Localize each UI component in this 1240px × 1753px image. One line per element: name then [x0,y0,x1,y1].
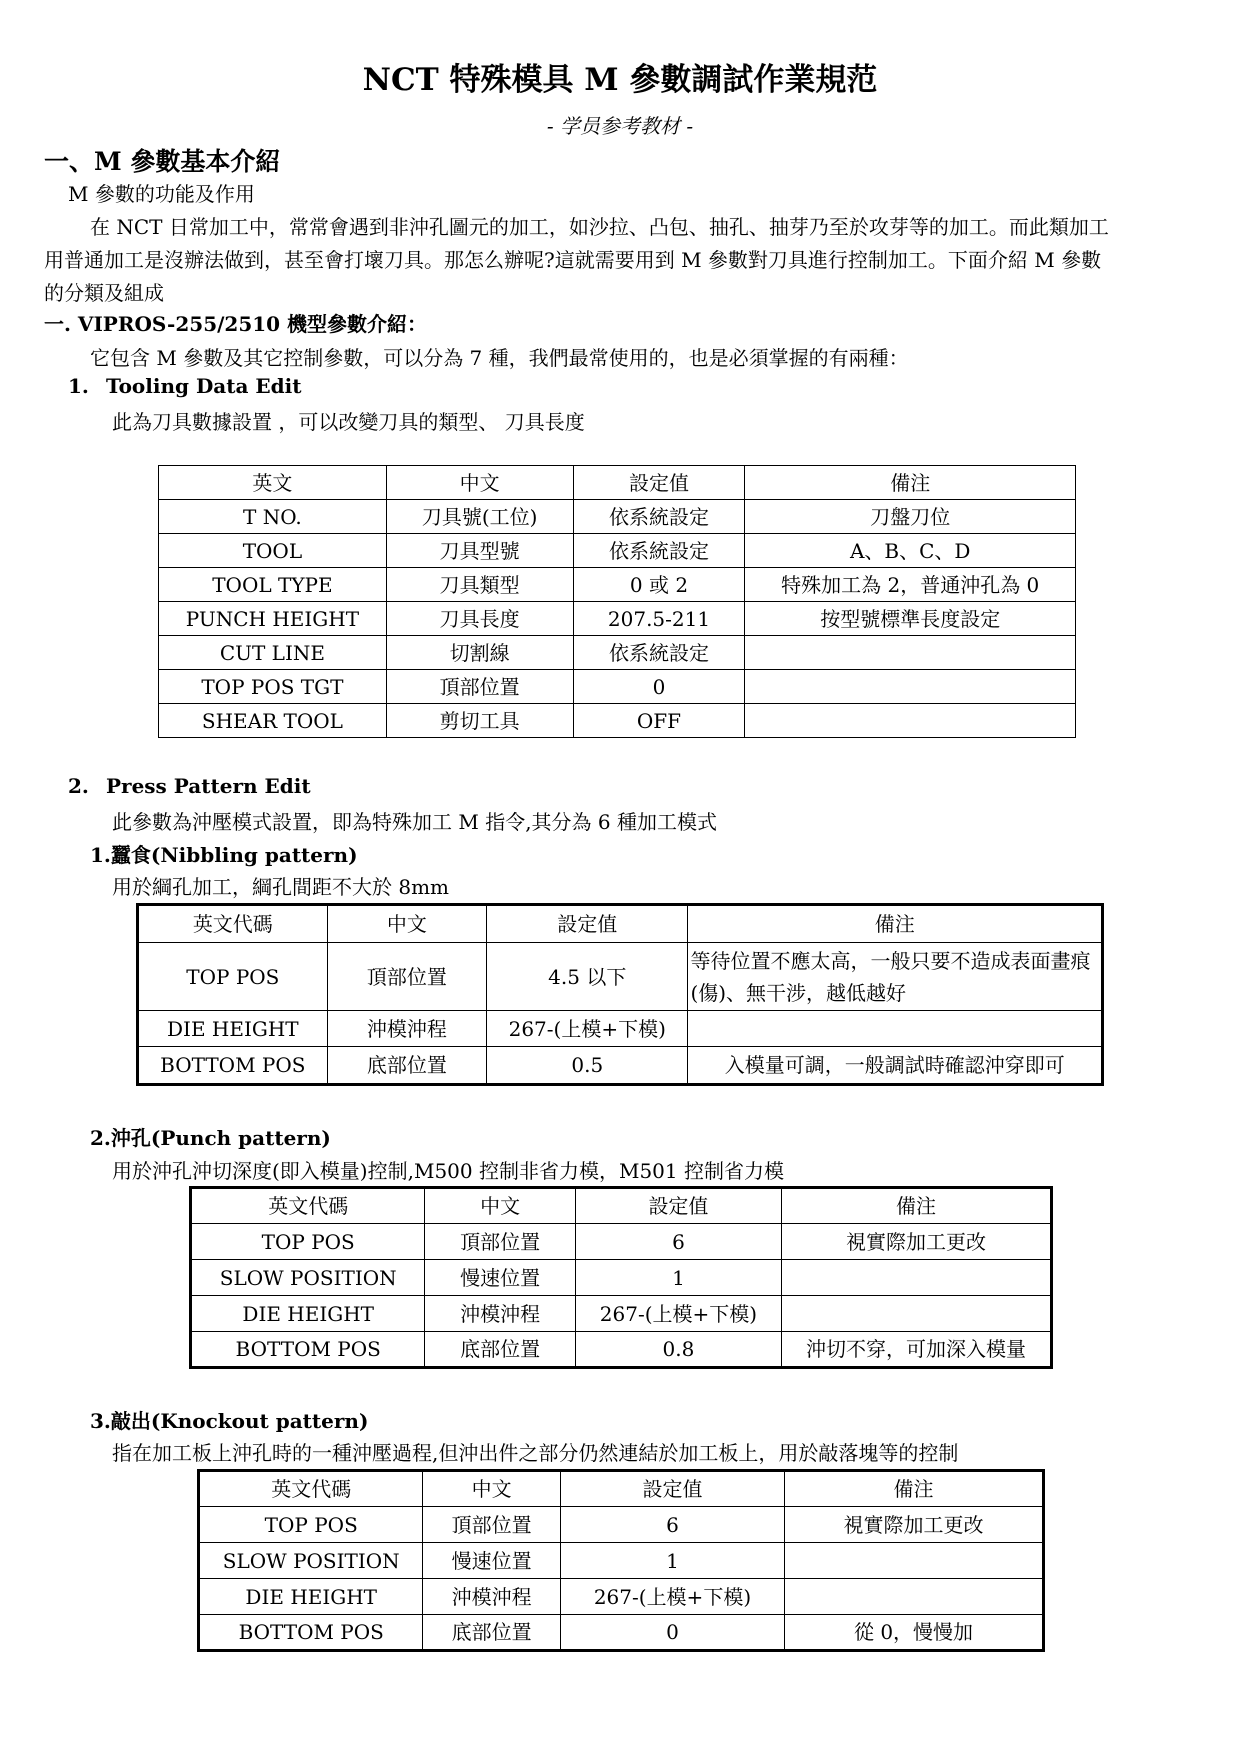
table-cell: 0.8 [575,1332,781,1368]
table-cell: 刀具型號 [386,534,573,568]
table-cell: 等待位置不應太高，一般只要不造成表面畫痕(傷)、無干涉，越低越好 [688,943,1103,1011]
table-cell: BOTTOM POS [191,1332,425,1368]
table-cell: 0 [560,1615,784,1651]
table-cell: TOOL TYPE [159,568,387,602]
table-cell: 特殊加工為 2，普通沖孔為 0 [745,568,1076,602]
table-cell: 從 0，慢慢加 [785,1615,1044,1651]
table-cell: BOTTOM POS [199,1615,423,1651]
item1-description: 此為刀具數據設置 ，可以改變刀具的類型、 刀具長度 [112,410,585,434]
section1-para-line3: 的分類及組成 [44,281,164,305]
header-cell: 中文 [327,905,486,943]
knockout-description: 指在加工板上沖孔時的一種沖壓過程,但沖出件之部分仍然連結於加工板上，用於敲落塊等的控制 [112,1441,959,1465]
punch-title: 2.沖孔(Punch pattern) [90,1126,331,1150]
header-cell: 英文代碼 [199,1471,423,1507]
table-cell: TOP POS [199,1507,423,1543]
table-cell: CUT LINE [159,636,387,670]
table-cell: 慢速位置 [423,1543,560,1579]
table-cell: 刀盤刀位 [745,500,1076,534]
table-cell: 依系統設定 [573,636,745,670]
table-cell: OFF [573,704,745,738]
table-cell: 267-(上模+下模) [560,1579,784,1615]
table-cell [745,636,1076,670]
table-cell: 頂部位置 [423,1507,560,1543]
table-cell: SLOW POSITION [191,1260,425,1296]
page-subtitle: - 学员参考教材 - [546,114,694,138]
table-row [199,1615,1044,1651]
table-header-row [159,466,1076,500]
punch-description: 用於沖孔沖切深度(即入模量)控制,M500 控制非省力模，M501 控制省力模 [112,1159,784,1183]
table-row [191,1296,1052,1332]
table-cell: 6 [560,1507,784,1543]
table-cell: 6 [575,1224,781,1260]
table-row [199,1507,1044,1543]
table-cell: 沖模沖程 [327,1011,486,1047]
table-cell: TOP POS [138,943,328,1011]
nibbling-table [136,903,1104,1086]
table-row [138,943,1103,1011]
table-cell: 頂部位置 [425,1224,575,1260]
table-row [138,1011,1103,1047]
table-row [199,1543,1044,1579]
section1-subheading: M 參數的功能及作用 [68,182,255,206]
table-cell: 慢速位置 [425,1260,575,1296]
header-cell: 備注 [745,466,1076,500]
table-cell: 按型號標準長度設定 [745,602,1076,636]
table-cell: 視實際加工更改 [782,1224,1052,1260]
section1-para-line1: 在 NCT 日常加工中，常常會遇到非沖孔圖元的加工，如沙拉、凸包、抽孔、抽芽乃至於攻芽等的加工。而此類加工 [90,215,1109,239]
table-cell: 1 [575,1260,781,1296]
table-cell: 頂部位置 [327,943,486,1011]
item2-number: 2. [68,774,89,798]
table-cell: 頂部位置 [386,670,573,704]
table-row [159,534,1076,568]
table-cell: 依系統設定 [573,500,745,534]
header-cell: 備注 [785,1471,1044,1507]
table-cell: 剪切工具 [386,704,573,738]
table-cell [745,670,1076,704]
table-row [159,670,1076,704]
table-cell: BOTTOM POS [138,1047,328,1085]
item1-number: 1. [68,374,89,398]
table-cell [782,1296,1052,1332]
table-cell: 1 [560,1543,784,1579]
page-title: NCT 特殊模具 M 參數調試作業規范 [362,62,878,98]
knockout-title: 3.敲出(Knockout pattern) [90,1409,369,1433]
table-header-row [191,1188,1052,1224]
header-cell: 設定值 [573,466,745,500]
table-row [159,704,1076,738]
table-cell: 4.5 以下 [487,943,688,1011]
table-cell: PUNCH HEIGHT [159,602,387,636]
item1-title: Tooling Data Edit [106,374,302,398]
table-cell: 沖模沖程 [423,1579,560,1615]
table-cell: 刀具長度 [386,602,573,636]
knockout-table [197,1469,1045,1652]
table-cell [745,704,1076,738]
table-header-row [199,1471,1044,1507]
section2-heading: 一. VIPROS-255/2510 機型參數介紹： [44,312,428,336]
table-cell: 入模量可調，一般調試時確認沖穿即可 [688,1047,1103,1085]
table-cell: 刀具類型 [386,568,573,602]
header-cell: 英文代碼 [138,905,328,943]
table-cell: TOOL [159,534,387,568]
header-cell: 英文代碼 [191,1188,425,1224]
item2-title: Press Pattern Edit [106,774,311,798]
table-cell: A、B、C、D [745,534,1076,568]
table-cell: TOP POS [191,1224,425,1260]
table-row [191,1260,1052,1296]
table-row [191,1224,1052,1260]
table-cell: T NO. [159,500,387,534]
table-cell: 視實際加工更改 [785,1507,1044,1543]
table-cell: DIE HEIGHT [191,1296,425,1332]
table-cell: 207.5-211 [573,602,745,636]
table-cell: SHEAR TOOL [159,704,387,738]
header-cell: 中文 [425,1188,575,1224]
table-cell: 0 或 2 [573,568,745,602]
table-cell: 底部位置 [327,1047,486,1085]
nibbling-title: 1.蠶食(Nibbling pattern) [90,843,358,867]
item2-description: 此參數為沖壓模式設置，即為特殊加工 M 指令,其分為 6 種加工模式 [112,810,717,834]
table-cell: 切割線 [386,636,573,670]
table-row [199,1579,1044,1615]
punch-table [189,1186,1053,1369]
table-row [191,1332,1052,1368]
table-row [159,636,1076,670]
header-cell: 英文 [159,466,387,500]
table-row [159,500,1076,534]
table-cell: 沖模沖程 [425,1296,575,1332]
header-cell: 中文 [386,466,573,500]
table-cell [785,1543,1044,1579]
table-cell: 沖切不穿，可加深入模量 [782,1332,1052,1368]
table-cell: 依系統設定 [573,534,745,568]
table-cell: SLOW POSITION [199,1543,423,1579]
table-cell: 0.5 [487,1047,688,1085]
section1-heading: 一、M 參數基本介紹 [44,147,281,176]
table-cell [785,1579,1044,1615]
table-row [138,1047,1103,1085]
header-cell: 設定值 [487,905,688,943]
table-cell: 267-(上模+下模) [487,1011,688,1047]
header-cell: 設定值 [560,1471,784,1507]
table-row [159,568,1076,602]
section2-intro: 它包含 M 參數及其它控制參數，可以分為 7 種，我們最常使用的，也是必須掌握的有兩種： [90,346,909,370]
table-cell: 267-(上模+下模) [575,1296,781,1332]
table-cell: 0 [573,670,745,704]
header-cell: 設定值 [575,1188,781,1224]
table-cell: DIE HEIGHT [199,1579,423,1615]
table-header-row [138,905,1103,943]
table-row [159,602,1076,636]
header-cell: 備注 [782,1188,1052,1224]
table-cell: 底部位置 [423,1615,560,1651]
table-cell: DIE HEIGHT [138,1011,328,1047]
table-cell: TOP POS TGT [159,670,387,704]
header-cell: 中文 [423,1471,560,1507]
table-cell [688,1011,1103,1047]
nibbling-description: 用於綱孔加工，綱孔間距不大於 8mm [112,875,450,899]
tooling-data-table [158,465,1076,738]
header-cell: 備注 [688,905,1103,943]
table-cell: 底部位置 [425,1332,575,1368]
table-cell: 刀具號(工位) [386,500,573,534]
table-cell [782,1260,1052,1296]
section1-para-line2: 用普通加工是沒辦法做到，甚至會打壞刀具。那怎么辦呢?這就需要用到 M 參數對刀具進行控制加工。下面介紹 M 參數 [44,248,1102,272]
